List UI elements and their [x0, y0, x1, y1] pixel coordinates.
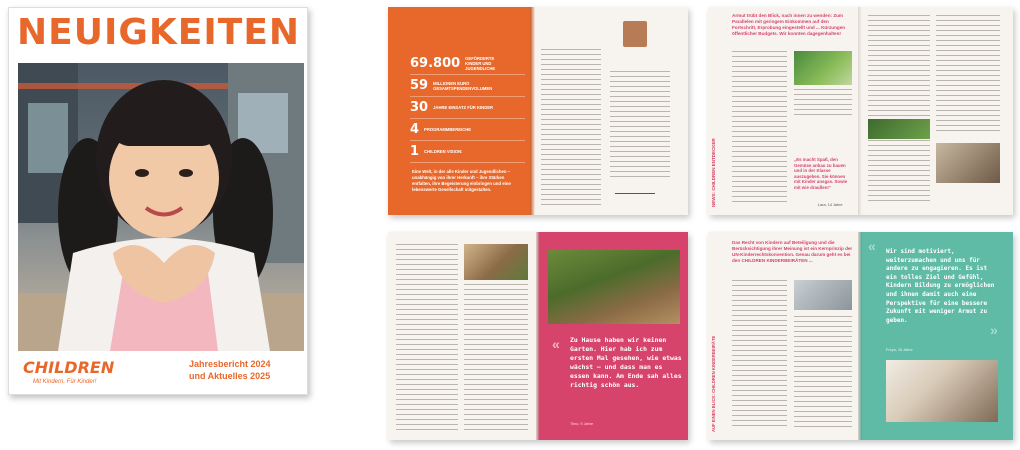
body-text-column — [732, 51, 787, 206]
cover-title: NEUIGKEITEN — [17, 12, 301, 53]
cover-subtitle — [189, 358, 297, 382]
stat-row — [410, 119, 525, 141]
news-quote: „Es macht Spaß, den Gemüse anbau zu bauen und in der Klasse auszugeben. Sie können mit Kinder ansgas. Sowie mit wie draußen!“ — [794, 157, 848, 190]
beirat-quote: Wir sind motiviert, weiterzumachen und uns für andere zu engagieren. Es ist ein tolles Ziel und Gefühl, Kindern Bildung zu ermöglichen und ihnen damit auch eine Perspektive für eine bessere Zukunft mit weniger Armut zu geben. — [886, 248, 995, 324]
stat-value: 1 — [410, 144, 420, 159]
body-text-column — [794, 89, 852, 119]
news-headline: Armut trübt den Blick, nach innen zu wenden: Zum Parallelen mit geringem Einkommen auf den Fortschritt, Erprobung eingestellt und ... Kürzungen öffentlicher Budgets. Wir konnten dagegenhalten! — [732, 13, 846, 36]
spread-news — [708, 7, 1013, 215]
letter-page — [535, 7, 688, 215]
spread-garden — [388, 232, 688, 440]
quote-close-icon: » — [990, 322, 998, 338]
stat-row — [410, 97, 525, 119]
stats-list — [410, 53, 525, 163]
body-text-column — [610, 71, 670, 181]
spread-stats — [388, 7, 688, 215]
quote-author: Timo, 9 Jahre — [570, 422, 594, 426]
vertical-label-holder — [711, 138, 719, 207]
cover-subtitle-line1: Jahresbericht 2024 — [189, 359, 271, 369]
garden-left-page — [388, 232, 536, 440]
beirat-photo-classroom — [794, 280, 852, 310]
garden-photo-large — [548, 250, 680, 324]
garden-right-page — [540, 232, 688, 440]
body-text-column — [541, 49, 601, 209]
news-photo-event — [936, 143, 1000, 183]
news-photo-group — [868, 119, 930, 139]
news-photo-kids-field — [794, 51, 852, 85]
quote-author: Lara, 14 Jahre — [818, 203, 843, 207]
author-photo — [623, 21, 647, 47]
news-left-page — [708, 7, 858, 215]
news-right-page — [862, 7, 1013, 215]
garden-photo-small — [464, 244, 528, 280]
vertical-label-holder — [711, 335, 719, 432]
beirat-right-page — [862, 232, 1013, 440]
stats-page — [388, 7, 530, 215]
body-text-column — [464, 284, 528, 430]
stat-value: 30 — [410, 100, 429, 115]
children-logo: CHILDREN — [23, 358, 115, 377]
stat-label: JAHRE EINSATZ FÜR KINDER — [433, 105, 494, 110]
stat-row — [410, 75, 525, 97]
quote-open-icon: « — [868, 238, 876, 254]
quote-mark-icon: « — [552, 336, 560, 352]
cover-subtitle-line2: und Aktuelles 2025 — [189, 371, 271, 381]
body-text-column — [936, 15, 1000, 135]
logo-tagline: Mit Kindern. Für Kinder! — [33, 379, 97, 385]
beirat-left-page — [708, 232, 858, 440]
cover-photo-girl — [18, 63, 304, 351]
vertical-section-label: NEWS: CHILDREN ENTDECKER — [711, 138, 716, 207]
stat-row — [410, 53, 525, 75]
stat-value: 4 — [410, 122, 420, 137]
stat-value: 59 — [410, 78, 429, 93]
spread-kinderbeirat — [708, 232, 1013, 440]
signature — [615, 187, 655, 194]
stat-label: MILLIONEN EURO GESAMTSPENDENVOLUMEN — [433, 80, 493, 91]
body-text-column — [396, 244, 458, 430]
body-text-column — [868, 15, 930, 205]
body-text-column — [794, 316, 852, 430]
beirat-headline: Das Recht von Kindern auf Beteiligung und die Berücksichtigung ihrer Meinung ist ein Kernprinzip der UN-Kinderrechtskonvention. Genau darum geht es bei den CHILDREN KINDERBEIRÄTEN ... — [732, 240, 853, 263]
stat-value: 69.800 — [410, 56, 461, 71]
quote-author: Freya, 16 Jahre — [886, 348, 913, 352]
stat-row — [410, 141, 525, 163]
stat-label: CHILDREN VISION: — [424, 149, 463, 154]
beirat-photo-students — [886, 360, 998, 422]
stat-label: PROGRAMMBEREICHE — [424, 127, 472, 132]
vision-text: Eine Welt, in der alle Kinder und Jugendlichen – unabhängig von ihrer Herkunft – ihre Stärken entfalten, ihre Begeisterung einbringen und eine lebenswerte Gesellschaft mitgestalten. — [412, 169, 511, 192]
vertical-section-label: AUF EINEN BLICK: CHILDREN KINDERBEIRÄTE — [711, 335, 716, 432]
report-cover — [8, 7, 308, 395]
garden-quote: Zu Hause haben wir keinen Garten. Hier hab ich zum ersten Mal gesehen, wie etwas wächst – und dass man es essen kann. Am Ende sah alles richtig schön aus. — [570, 336, 682, 389]
stat-label: GEFÖRDERTE KINDER UND JUGENDLICHE — [465, 56, 496, 71]
body-text-column — [732, 280, 787, 430]
